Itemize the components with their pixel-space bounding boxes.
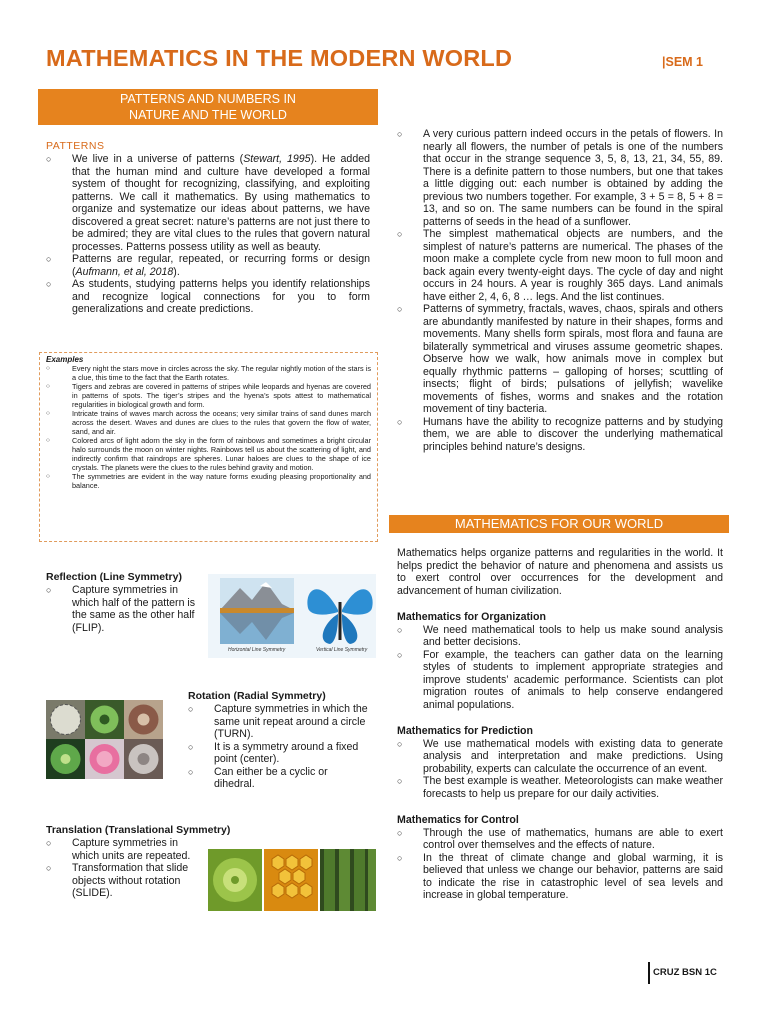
list-item: ○ Capture symmetries in which the same unit repeat around a circle (TURN). (188, 703, 370, 741)
list-item: ○ The simplest mathematical objects are numbers, and the simplest of nature’s patterns are numerical. The phases of the moon make a complete cycle from new moon to full moon and back again every twenty-eight days. The cycle of day and night occurs in 24 hours. A year is roughly 365 days. Land animals have either 2, 4, 6, 8 … legs. And the list continues. (397, 228, 723, 303)
control-title: Mathematics for Control (397, 814, 519, 826)
list-item: ○ Through the use of mathematics, humans are able to exert control over themselves and the effects of nature. (397, 827, 723, 852)
control-list (397, 827, 723, 902)
translation-title: Translation (Translational Symmetry) (46, 824, 231, 836)
banner-line-2: NATURE AND THE WORLD (129, 108, 287, 122)
reflection-image (208, 574, 376, 658)
example-item: ○ The symmetries are evident in the way nature forms exuding pleasing proportionality and balance. (46, 472, 371, 490)
translation-image (208, 849, 376, 911)
banner-line-1: PATTERNS AND NUMBERS IN (120, 92, 296, 106)
list-item: ○ In the threat of climate change and global warming, it is believed that unless we change our behavior, patterns are said to indicate the rise in catastrophic level of sea levels and increase in global temperature. (397, 852, 723, 902)
organization-list (397, 624, 723, 712)
list-item: ○ We need mathematical tools to help us make sound analysis and better decisions. (397, 624, 723, 649)
list-item: ○ Humans have the ability to recognize patterns and by studying them, we are able to discover the underlying mathematical principles behind nature’s designs. (397, 416, 723, 454)
author-footer: CRUZ BSN 1C (648, 962, 717, 984)
patterns-heading: PATTERNS (46, 140, 105, 152)
list-item: ○ As students, studying patterns helps you identify relationships and recognize logical connections for you to form generalizations and create predictions. (46, 278, 370, 316)
world-intro: Mathematics helps organize patterns and regularities in the world. It helps predict the behavior of nature and phenomena and assists us to exert control over occurrences for the development and advancement of human civilization. (397, 547, 723, 597)
example-item: ○ Tigers and zebras are covered in patterns of stripes while leopards and hyenas are covered in patterns of spots. The tiger’s stripes and the hyena’s spots attest to mathematical regularities in biological growth and form. (46, 382, 371, 409)
prediction-list (397, 738, 723, 801)
example-item: ○ Every night the stars move in circles across the sky. The regular nightly motion of the stars is a clue, this time to the fact that the Earth rotates. (46, 364, 371, 382)
translation-list (46, 837, 206, 900)
list-item: ○ It is a symmetry around a fixed point (center). (188, 741, 370, 766)
rotation-illustration (46, 700, 163, 779)
reflection-caption-1: Horizontal Line Symmetry (228, 647, 286, 653)
list-item: ○ Capture symmetries in which units are repeated. (46, 837, 206, 862)
list-item: ○ For example, the teachers can gather data on the learning styles of students to implement appropriate strategies and improve students’ academic performance. Scientists can plot migration routes of animals to help conserve endangered animal populations. (397, 649, 723, 712)
examples-title: Examples (46, 355, 84, 364)
semester-label: |SEM 1 (662, 55, 704, 69)
list-item: ○ Capture symmetries in which half of the pattern is the same as the other half (FLIP). (46, 584, 202, 634)
rotation-title: Rotation (Radial Symmetry) (188, 690, 326, 702)
list-item: ○ Transformation that slide objects without rotation (SLIDE). (46, 862, 206, 900)
example-item: ○ Intricate trains of waves march across the oceans; very similar trains of sand dunes march across the desert. Waves and dunes are clues to the rules that govern the flow of water, sand, and air. (46, 409, 371, 436)
list-item: ○ We use mathematical models with existing data to generate analysis and interpretation and make predictions. Using probability, experts can calculate the occurrence of an event. (397, 738, 723, 776)
page-title: MATHEMATICS IN THE MODERN WORLD (46, 45, 513, 71)
list-item: ○ The best example is weather. Meteorologists can make weather forecasts to help us prepare for our daily activities. (397, 775, 723, 800)
list-item: ○ Can either be a cyclic or dihedral. (188, 766, 370, 791)
flower-patterns-list (397, 128, 723, 453)
reflection-list (46, 584, 202, 634)
patterns-list (46, 153, 370, 316)
list-item: ○ We live in a universe of patterns (Stewart, 1995). He added that the human mind and culture have developed a formal system of thought for recognizing, classifying, and exploiting patterns. We call it mathematics. By using mathematics to organize and systematize our ideas about patterns, we have discovered a great secret: nature’s patterns are not just there to be admired; they are vital clues to the rules that govern natural processes. Patterns possess utility as well as beauty. (46, 153, 370, 253)
list-item: ○ A very curious pattern indeed occurs in the petals of flowers. In nearly all flowers, the number of petals is one of the numbers that occur in the strange sequence 3, 5, 8, 13, 21, 34, 55, 89. There is a definite pattern to those numbers, but one that takes a little digging out: each number is obtained by adding the previous two numbers together. For example, 3 + 5 = 8, 5 + 8 = 13, and so on. The same numbers can be found in the spiral patterns of seeds in the head of a sunflower. (397, 128, 723, 228)
rotation-image (46, 700, 163, 779)
reflection-caption-2: Vertical Line Symmetry (316, 647, 368, 653)
section-banner-patterns (38, 89, 378, 125)
reflection-illustration (208, 574, 376, 658)
prediction-title: Mathematics for Prediction (397, 725, 533, 737)
list-item: ○ Patterns are regular, repeated, or recurring forms or design (Aufmann, et al, 2018). (46, 253, 370, 278)
translation-illustration (208, 849, 376, 911)
reflection-title: Reflection (Line Symmetry) (46, 571, 182, 583)
organization-title: Mathematics for Organization (397, 611, 546, 623)
examples-box (39, 352, 378, 542)
world-section (397, 547, 723, 902)
rotation-list (188, 703, 370, 791)
list-item: ○ Patterns of symmetry, fractals, waves, chaos, spirals and others are abundantly manifested by nature in their shapes, forms and movements. Many shells form spirals, most flora and fauna are bilaterally symmetrical and viruses assume geometric shapes. Observe how we walk, how animals move in complex but equally rhythmic patterns – galloping of horses; scuttling of insects; flight of birds; pulsations of jellyfish; wavelike movements of fishes, worms and snakes and the rotation movement of tiny bacteria. (397, 303, 723, 416)
example-item: ○ Colored arcs of light adorn the sky in the form of rainbows and sometimes a bright circular halo surrounds the moon on winter nights. Rainbows tell us about the scattering of light, and indirectly confirm that raindrops are spheres. Lunar haloes are clues to the shape of ice crystals. The planets were the clues to the rules behind gravity and motion. (46, 436, 371, 472)
section-banner-world: MATHEMATICS FOR OUR WORLD (389, 515, 729, 533)
